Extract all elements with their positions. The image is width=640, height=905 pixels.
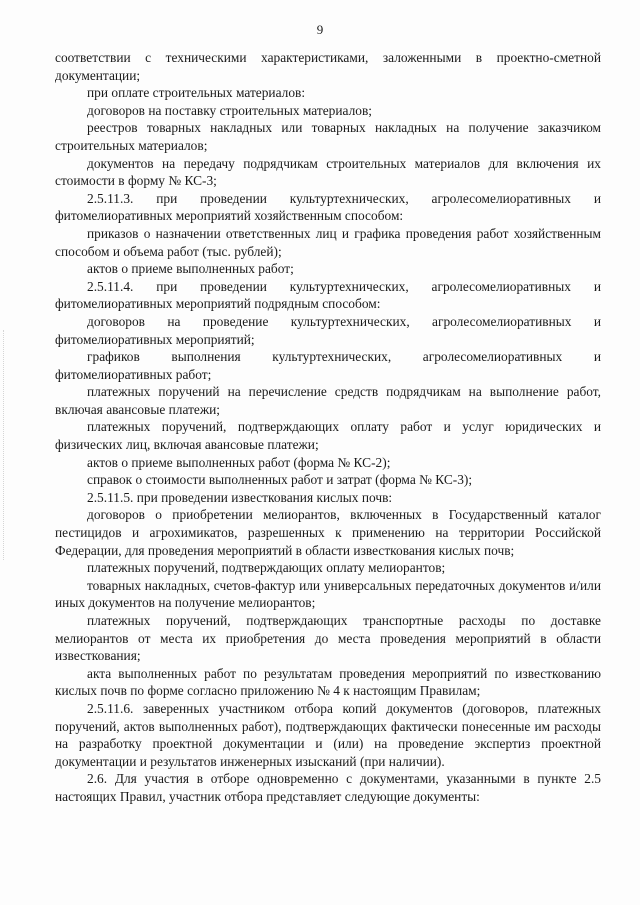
- paragraph: договоров на проведение культуртехнических, агролесомелиоративных и фитомелиоративных мероприятий;: [55, 313, 601, 347]
- paragraph: приказов о назначении ответственных лиц и графика проведения работ хозяйственным способом и объема работ (тыс. рублей);: [55, 225, 601, 259]
- paragraph: платежных поручений, подтверждающих оплату мелиорантов;: [87, 560, 446, 576]
- paragraph: 2.5.11.5. при проведении известкования кислых почв:: [87, 489, 393, 505]
- paragraph: реестров товарных накладных или товарных накладных на получение заказчиком строительных материалов;: [55, 120, 601, 153]
- paragraph: платежных поручений на перечисление средств подрядчикам на выполнение работ, включая авансовые платежи;: [55, 384, 601, 417]
- paragraph: документов на передачу подрядчикам строительных материалов для включения их стоимости в форму № КС-3;: [55, 155, 601, 189]
- paragraph: договоров о приобретении мелиорантов, включенных в Государственный каталог пестицидов и агрохимикатов, разрешенных к применению на территории Российской Федерации, для проведения мероприятий в области известкования кислых почв;: [55, 507, 601, 558]
- document-body: [55, 49, 601, 806]
- paragraph: 2.5.11.6. заверенных участником отбора копий документов (договоров, платежных поручений, актов выполненных работ), подтверждающих фактически понесенные им расходы на разработку проектной документации и (или) на проведение экспертиз проектной документации и результатов инженерных изысканий (при наличии).: [55, 700, 601, 769]
- paragraph: справок о стоимости выполненных работ и затрат (форма № КС-3);: [87, 472, 473, 488]
- paragraph: 2.5.11.4. при проведении культуртехнических, агролесомелиоративных и фитомелиоративных мероприятий подрядным способом:: [55, 278, 601, 312]
- paragraph: актов о приеме выполненных работ;: [87, 261, 294, 277]
- paragraph: договоров на поставку строительных материалов;: [87, 102, 373, 118]
- paragraph: соответствии с техническими характеристиками, заложенными в проектно-сметной документации;: [55, 50, 601, 83]
- paragraph: акта выполненных работ по результатам проведения мероприятий по известкованию кислых почв по форме согласно приложению № 4 к настоящим Правилам;: [55, 665, 601, 699]
- paragraph: графиков выполнения культуртехнических, агролесомелиоративных и фитомелиоративных работ;: [55, 349, 601, 382]
- page-number: 9: [316, 22, 324, 37]
- paragraph: актов о приеме выполненных работ (форма № КС-2);: [87, 454, 391, 470]
- paragraph: 2.5.11.3. при проведении культуртехнических, агролесомелиоративных и фитомелиоративных мероприятий хозяйственным способом:: [55, 190, 601, 224]
- paragraph: платежных поручений, подтверждающих транспортные расходы по доставке мелиорантов от места их приобретения до места проведения мероприятий в области известкования;: [55, 613, 601, 664]
- scan-margin-mark: [3, 330, 8, 560]
- paragraph: 2.6. Для участия в отборе одновременно с документами, указанными в пункте 2.5 настоящих Правил, участник отбора представляет следующие документы:: [55, 771, 601, 804]
- paragraph: товарных накладных, счетов-фактур или универсальных передаточных документов и/или иных документов на получение мелиорантов;: [55, 577, 601, 611]
- paragraph: платежных поручений, подтверждающих оплату работ и услуг юридических и физических лиц, включая авансовые платежи;: [55, 419, 601, 453]
- paragraph: при оплате строительных материалов:: [87, 85, 306, 101]
